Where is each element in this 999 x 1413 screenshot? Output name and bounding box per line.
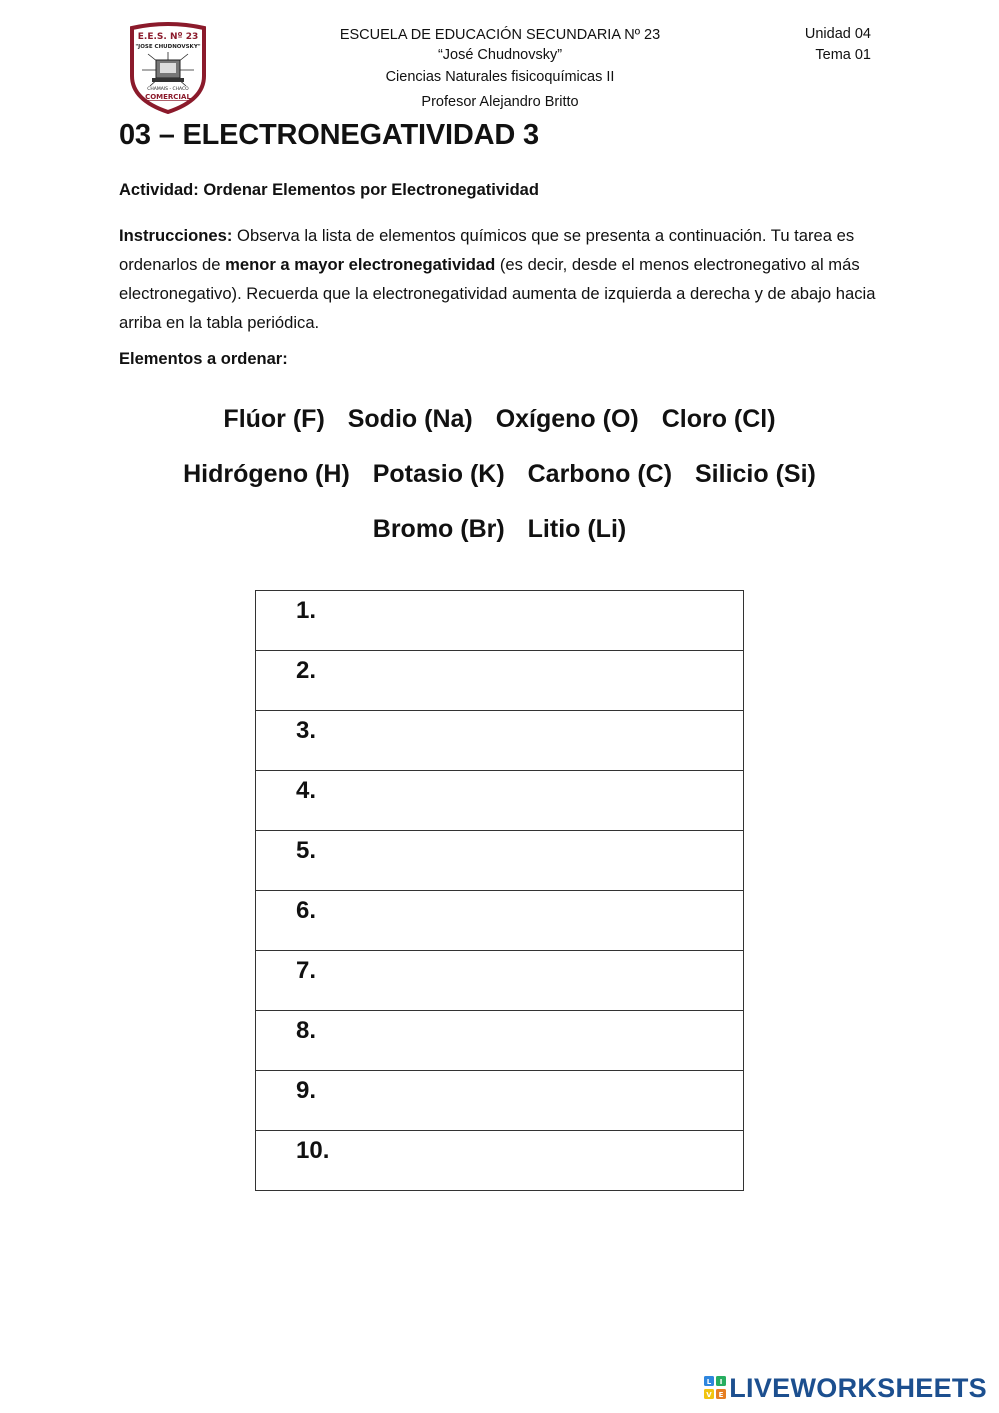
answer-slot[interactable]: 3. bbox=[256, 711, 744, 771]
answer-slot[interactable]: 6. bbox=[256, 891, 744, 951]
instructions-label: Instrucciones: bbox=[119, 226, 233, 245]
svg-text:COMERCIAL: COMERCIAL bbox=[145, 93, 191, 101]
answer-row[interactable] bbox=[256, 1011, 744, 1071]
answer-slot[interactable]: 2. bbox=[256, 651, 744, 711]
answer-slot[interactable]: 9. bbox=[256, 1071, 744, 1131]
element-item[interactable]: Cloro (Cl) bbox=[661, 405, 776, 433]
answer-slot[interactable]: 10. bbox=[256, 1131, 744, 1191]
answer-row[interactable] bbox=[256, 891, 744, 951]
elements-list bbox=[0, 398, 999, 563]
instructions-emphasis: menor a mayor electronegatividad bbox=[225, 255, 496, 274]
answer-slot[interactable]: 5. bbox=[256, 831, 744, 891]
answer-row[interactable] bbox=[256, 651, 744, 711]
svg-text:I: I bbox=[719, 1378, 723, 1386]
answer-table bbox=[255, 590, 744, 1191]
subject-name: Ciencias Naturales fisicoquímicas II bbox=[385, 69, 615, 85]
answer-slot[interactable]: 4. bbox=[256, 771, 744, 831]
elements-label: Elementos a ordenar: bbox=[119, 350, 288, 368]
answer-row[interactable] bbox=[256, 771, 744, 831]
element-item[interactable]: Potasio (K) bbox=[372, 460, 505, 488]
element-item[interactable]: Litio (Li) bbox=[527, 515, 627, 543]
svg-text:E.E.S. Nº 23: E.E.S. Nº 23 bbox=[137, 32, 199, 42]
unit-info bbox=[770, 24, 871, 66]
elements-row bbox=[0, 398, 999, 453]
school-header bbox=[300, 24, 700, 113]
element-item[interactable]: Sodio (Na) bbox=[347, 405, 473, 433]
instructions-text-part1: Observa la lista de elementos químicos que se presenta a continuación. Tu tarea es ordenarlos de bbox=[119, 226, 855, 274]
answer-slot[interactable]: 8. bbox=[256, 1011, 744, 1071]
element-item[interactable]: Silicio (Si) bbox=[695, 460, 816, 488]
answer-row[interactable] bbox=[256, 1071, 744, 1131]
answer-row[interactable] bbox=[256, 591, 744, 651]
element-item[interactable]: Hidrógeno (H) bbox=[183, 460, 350, 488]
element-item[interactable]: Flúor (F) bbox=[223, 405, 325, 433]
school-crest-logo bbox=[126, 22, 210, 114]
element-item[interactable]: Carbono (C) bbox=[527, 460, 673, 488]
elements-row bbox=[0, 508, 999, 563]
svg-text:L: L bbox=[707, 1378, 712, 1386]
svg-text:E: E bbox=[718, 1391, 724, 1399]
school-name: ESCUELA DE EDUCACIÓN SECUNDARIA Nº 23 bbox=[339, 27, 661, 43]
instructions-text-part2: (es decir, desde el menos electronegativo al más electronegativo). Recuerda que la electronegatividad aumenta de izquierda a derecha y de abajo hacia arriba en la tabla periódica. bbox=[119, 255, 876, 332]
liveworksheets-logo-icon bbox=[704, 1376, 726, 1400]
answer-row[interactable] bbox=[256, 831, 744, 891]
answer-row[interactable] bbox=[256, 951, 744, 1011]
liveworksheets-brand bbox=[704, 1373, 987, 1403]
answer-row[interactable] bbox=[256, 1131, 744, 1191]
element-item[interactable]: Bromo (Br) bbox=[372, 515, 505, 543]
answer-row[interactable] bbox=[256, 711, 744, 771]
instructions-paragraph bbox=[119, 221, 889, 337]
element-item[interactable]: Oxígeno (O) bbox=[495, 405, 639, 433]
activity-heading: Actividad: Ordenar Elementos por Electronegatividad bbox=[119, 181, 539, 199]
svg-text:"JOSE CHUDNOVSKY": "JOSE CHUDNOVSKY" bbox=[135, 44, 201, 50]
answer-slot[interactable]: 1. bbox=[256, 591, 744, 651]
elements-row bbox=[0, 453, 999, 508]
teacher-name: Profesor Alejandro Britto bbox=[421, 94, 579, 110]
answer-slot[interactable]: 7. bbox=[256, 951, 744, 1011]
page-title: 03 – ELECTRONEGATIVIDAD 3 bbox=[119, 119, 539, 151]
svg-text:CHAMAIS - CHACO: CHAMAIS - CHACO bbox=[147, 87, 189, 92]
brand-name: LIVEWORKSHEETS bbox=[729, 1372, 987, 1403]
svg-text:V: V bbox=[706, 1391, 712, 1399]
school-patron-name: “José Chudnovsky” bbox=[437, 47, 563, 63]
unit-label: Unidad 04 bbox=[804, 26, 871, 42]
topic-label: Tema 01 bbox=[815, 47, 871, 63]
